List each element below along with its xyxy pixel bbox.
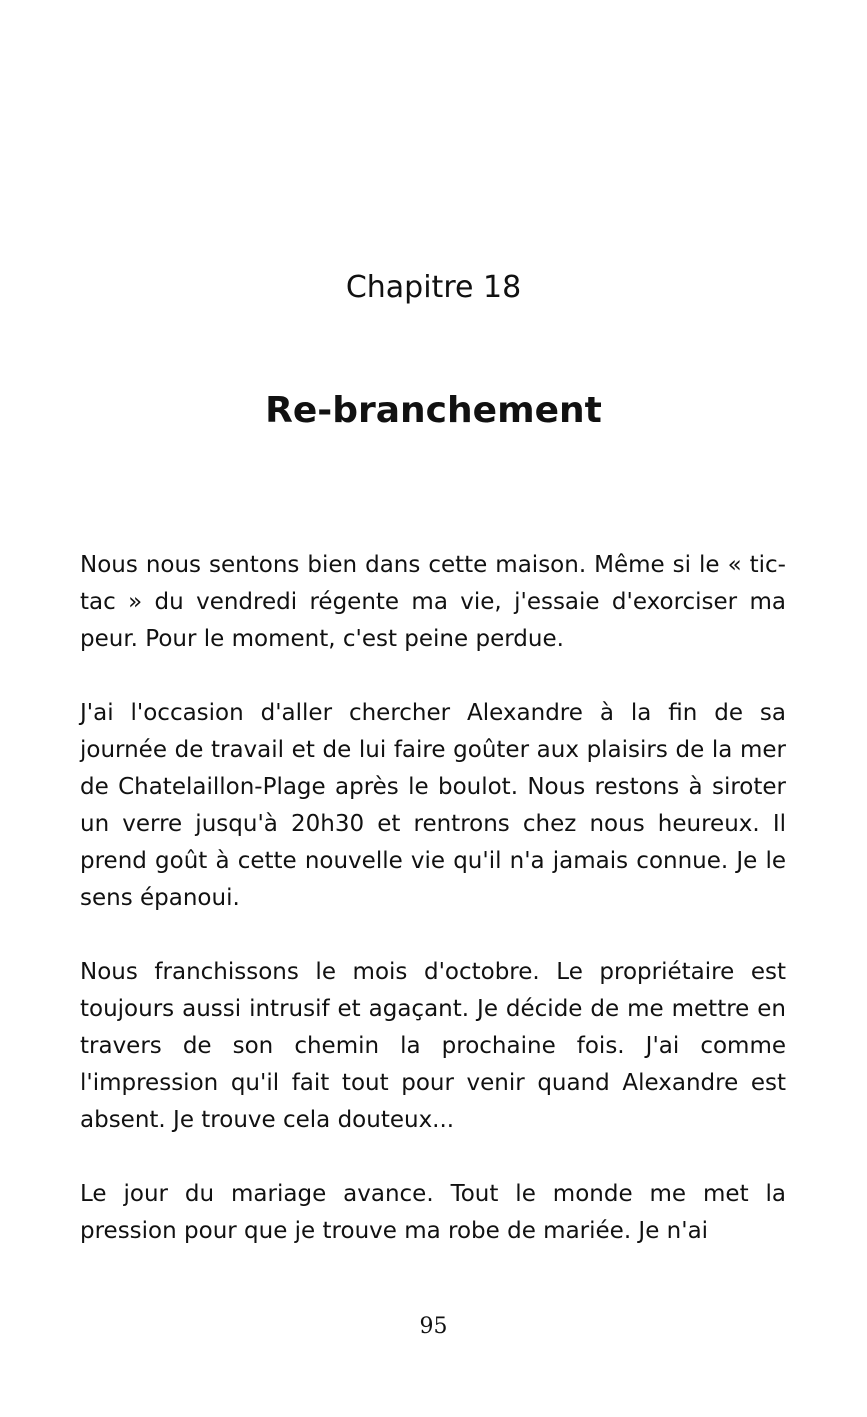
paragraph: Nous franchissons le mois d'octobre. Le propriétaire est toujours aussi intrusif et agaçant. Je décide de me mettre en travers de son chemin la prochaine fois. J'ai comme l'impression qu'il fait tout pour venir quand Alexandre est absent. Je trouve cela douteux... <box>80 959 786 1133</box>
paragraph: J'ai l'occasion d'aller chercher Alexandre à la fin de sa journée de travail et de lui faire goûter aux plaisirs de la mer de Chatelaillon-Plage après le boulot. Nous restons à siroter un verre jusqu'à 20h30 et rentrons chez nous heureux. Il prend goût à cette nouvelle vie qu'il n'a jamais connue. Je le sens épanoui. <box>80 700 786 911</box>
chapter-title: Re-branchement <box>265 390 602 431</box>
page-number: 95 <box>419 1314 448 1339</box>
paragraph: Le jour du mariage avance. Tout le monde me met la pression pour que je trouve ma robe de mariée. Je n'ai <box>80 1181 786 1244</box>
chapter-number: Chapitre 18 <box>345 270 522 305</box>
paragraph: Nous nous sentons bien dans cette maison. Même si le « tic-tac » du vendredi régente ma vie, j'essaie d'exorciser ma peur. Pour le moment, c'est peine perdue. <box>80 552 786 652</box>
chapter-body <box>80 547 786 1287</box>
